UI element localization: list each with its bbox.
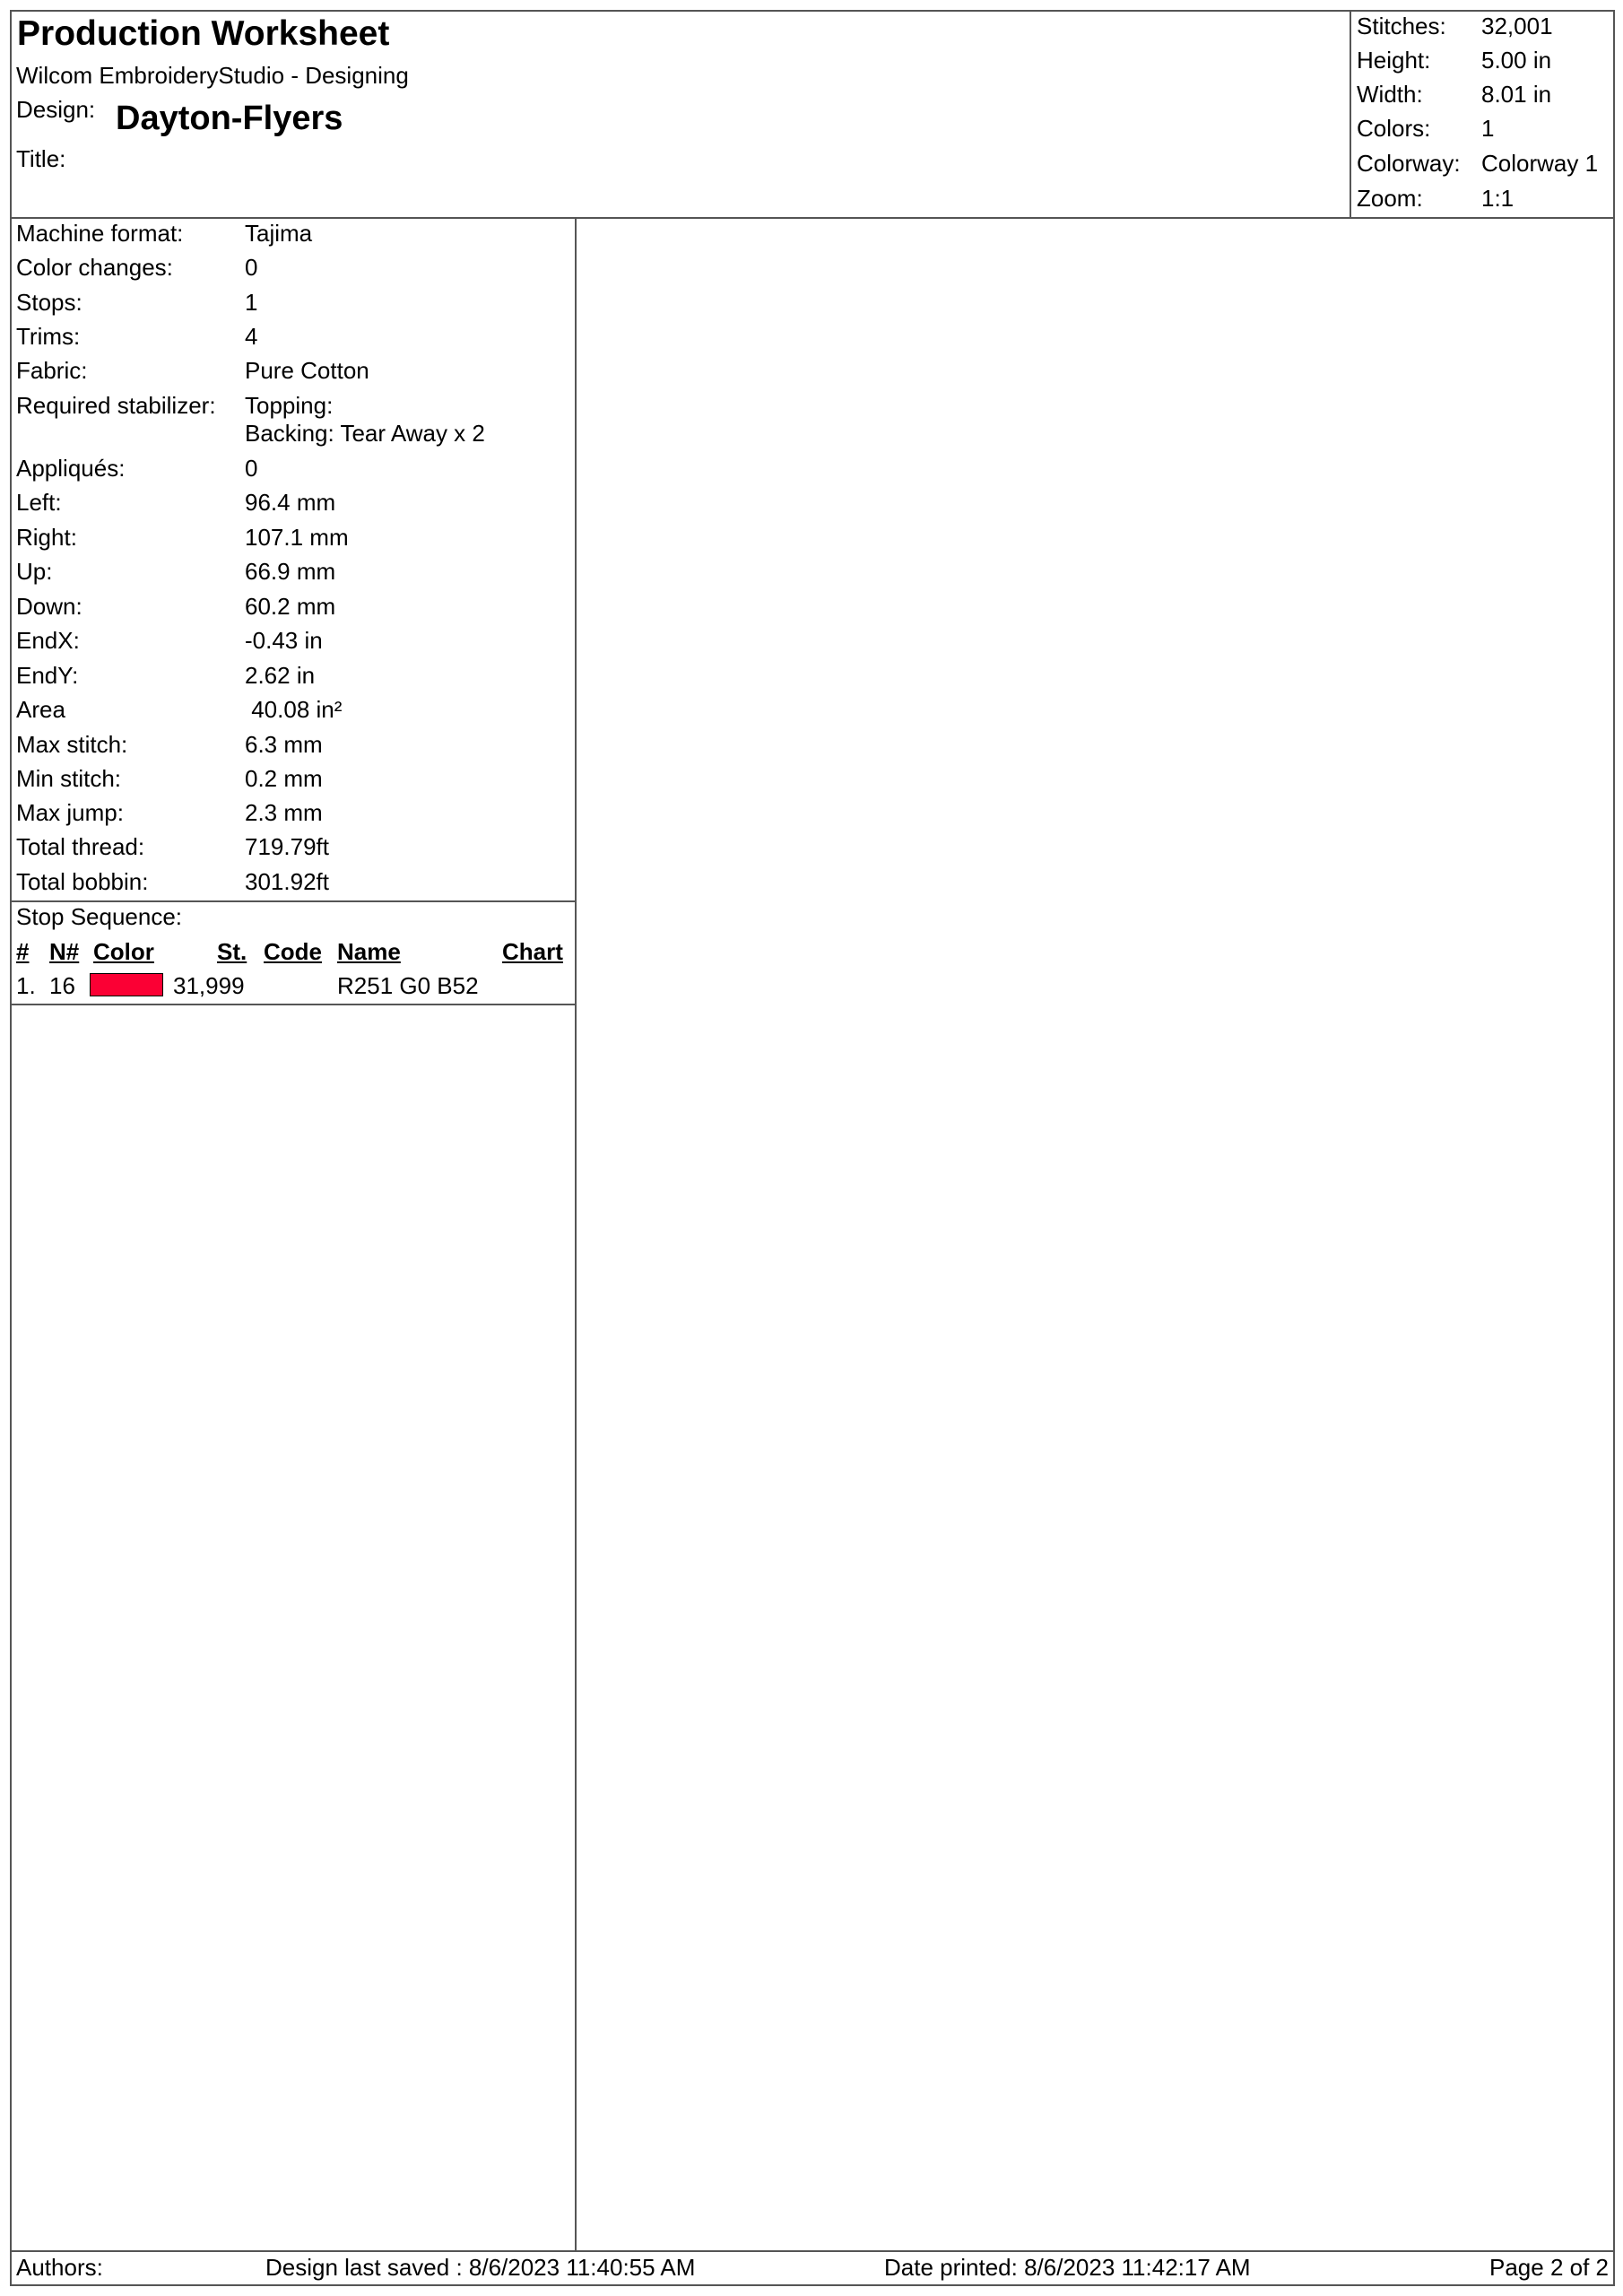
page-title: Production Worksheet <box>17 14 390 53</box>
detail-label: Appliqués: <box>16 455 126 482</box>
column-header-number: # <box>16 938 30 965</box>
detail-label: Max stitch: <box>16 731 128 758</box>
summary-value-colors: 1 <box>1481 115 1495 142</box>
title-label: Title: <box>16 145 66 172</box>
footer-last-saved: Design last saved : 8/6/2023 11:40:55 AM <box>265 2254 696 2281</box>
footer-page-number: Page 2 of 2 <box>1489 2254 1609 2281</box>
detail-value: 96.4 mm <box>245 489 336 516</box>
row-stitches: 31,999 <box>173 972 245 999</box>
detail-value: 0 <box>245 254 258 281</box>
column-header-color: Color <box>93 938 154 965</box>
detail-label: Color changes: <box>16 254 173 281</box>
detail-label: Right: <box>16 524 77 551</box>
detail-value: Tajima <box>245 220 313 247</box>
detail-value: 66.9 mm <box>245 558 336 585</box>
summary-label-width: Width: <box>1357 81 1423 108</box>
column-header-chart: Chart <box>502 938 563 965</box>
summary-divider <box>1350 10 1351 218</box>
footer-date-printed: Date printed: 8/6/2023 11:42:17 AM <box>884 2254 1251 2281</box>
detail-value: 0.2 mm <box>245 765 323 792</box>
summary-label-colors: Colors: <box>1357 115 1431 142</box>
column-divider <box>575 217 577 2251</box>
summary-value-zoom: 1:1 <box>1481 185 1515 212</box>
detail-label: EndY: <box>16 662 79 689</box>
detail-value: 4 <box>245 323 258 350</box>
detail-value: 719.79ft <box>245 833 329 860</box>
row-number: 1. <box>16 972 36 999</box>
summary-value-stitches: 32,001 <box>1481 13 1553 39</box>
detail-label: Required stabilizer: <box>16 392 216 419</box>
footer-authors: Authors: <box>16 2254 103 2281</box>
details-divider <box>10 900 577 902</box>
summary-label-height: Height: <box>1357 47 1431 74</box>
column-header-stitches: St. <box>217 938 247 965</box>
stop-sequence-divider <box>10 1004 577 1005</box>
header-divider <box>10 217 1615 219</box>
detail-label: Area <box>16 696 65 723</box>
detail-label: Left: <box>16 489 62 516</box>
color-swatch <box>90 973 163 996</box>
design-label: Design: <box>16 96 96 123</box>
detail-label: EndX: <box>16 627 80 654</box>
column-header-needle: N# <box>49 938 80 965</box>
detail-value: 2.62 in <box>245 662 316 689</box>
detail-label: Total bobbin: <box>16 868 149 895</box>
software-name: Wilcom EmbroideryStudio - Designing <box>16 62 409 89</box>
detail-label: Max jump: <box>16 799 124 826</box>
worksheet-frame <box>10 10 1615 2286</box>
detail-value: 2.3 mm <box>245 799 323 826</box>
summary-label-stitches: Stitches: <box>1357 13 1446 39</box>
detail-value: 107.1 mm <box>245 524 349 551</box>
detail-value: 301.92ft <box>245 868 329 895</box>
column-header-code: Code <box>264 938 322 965</box>
detail-value: 40.08 in² <box>245 696 343 723</box>
column-header-name: Name <box>337 938 401 965</box>
detail-label: Down: <box>16 593 82 620</box>
detail-value: -0.43 in <box>245 627 323 654</box>
detail-value: Pure Cotton <box>245 357 369 384</box>
detail-label: Stops: <box>16 289 82 316</box>
detail-label: Up: <box>16 558 53 585</box>
footer-divider <box>10 2250 1615 2252</box>
summary-value-colorway: Colorway 1 <box>1481 150 1599 177</box>
summary-label-zoom: Zoom: <box>1357 185 1423 212</box>
detail-value: 6.3 mm <box>245 731 323 758</box>
detail-label: Total thread: <box>16 833 145 860</box>
summary-label-colorway: Colorway: <box>1357 150 1461 177</box>
row-name: R251 G0 B52 <box>337 972 479 999</box>
summary-value-width: 8.01 in <box>1481 81 1552 108</box>
summary-value-height: 5.00 in <box>1481 47 1552 74</box>
detail-label: Fabric: <box>16 357 88 384</box>
detail-value: 60.2 mm <box>245 593 336 620</box>
detail-value: Topping: <box>245 392 334 419</box>
detail-value-secondary: Backing: Tear Away x 2 <box>245 420 485 447</box>
detail-value: 0 <box>245 455 258 482</box>
detail-label: Min stitch: <box>16 765 122 792</box>
row-needle: 16 <box>49 972 75 999</box>
detail-label: Trims: <box>16 323 81 350</box>
detail-label: Machine format: <box>16 220 184 247</box>
detail-value: 1 <box>245 289 258 316</box>
stop-sequence-heading: Stop Sequence: <box>16 903 183 930</box>
design-name: Dayton-Flyers <box>116 100 343 137</box>
